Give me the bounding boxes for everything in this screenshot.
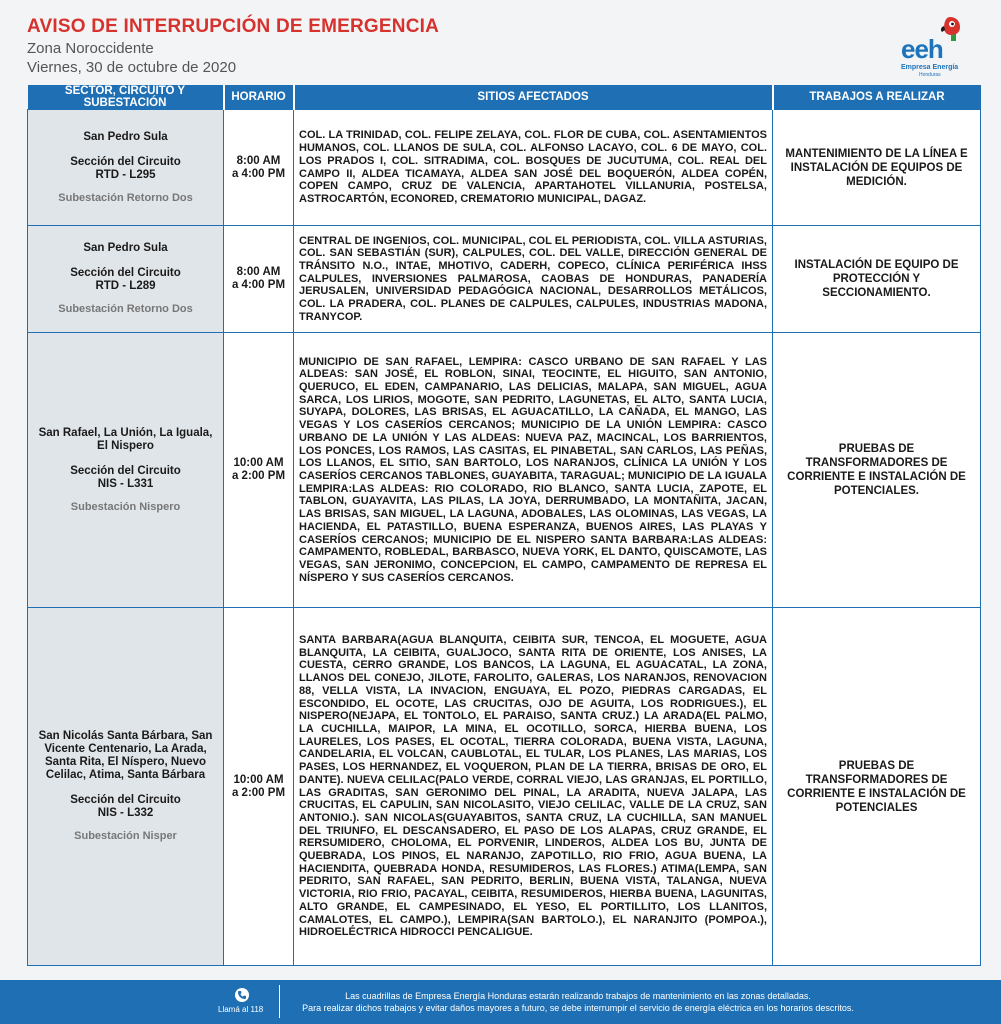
sites-cell: CENTRAL DE INGENIOS, COL. MUNICIPAL, COL EL PERIODISTA, COL. VILLA ASTURIAS, COL. SAN SEBASTIÁN (SUR), CALPULES, COL. DEL VALLE, DIRECCIÓN GENERAL DE TRÁNSITO N.O., INTAE, MHOTIVO, CADERH, COPECO, CLÍNICA PERIFÉRICA IHSS CALPULES, INVERSIONES PALMAROSA, CAOBAS DE HONDURAS, PANADERÍA JERUSALEN, UNIVERSIDAD PEDAGÓGICA NACIONAL, DESARROLLOS METÁLICOS, COL. LA PRADERA, COL. PLANES DE CALPULES, CALPULES, INDUSTRIAS MADONA, TRANYCOP. <box>294 226 773 333</box>
logo-company: Empresa Energía <box>901 64 959 71</box>
circuit-label: Sección del Circuito <box>70 267 181 279</box>
hours-start: 8:00 AM <box>236 266 281 278</box>
sites-cell: SANTA BARBARA(AGUA BLANQUITA, CEIBITA SUR, TENCOA, EL MOGUETE, AGUA BLANQUITA, LA CEIBITA, GUALJOCO, SANTA RITA DE ORIENTE, LOS ANISES, LA CUESTA, CERRO GRANDE, LOS BANCOS, LA LAGUNA, EL AGUACATAL, LA ZONA, LLANOS DEL CONEJO, JILOTE, FAROLITO, GALERAS, LOS NARANJOS, RENOVACION 88, VELLA VISTA, LA INVACION, ENGUAYA, EL POZO, PIEDRAS CARGADAS, EL ESCONDIDO, EL OCOTE, LAS CRUCITAS, OJO DE AGUITA, LOS RODRIGUES.), EL NISPERO(NEJAPA, EL TONTOLO, EL PARAISO, SANTA CRUZ.) LA ARADA(EL PALMO, LA CUCHILLA, MAIPOR, LA MINA, EL OCOTILLO, SORCA, HIERBA BUENA, LOS LAURELES, LOS PASES, EL OCOTAL, TIERRA COLORADA, BUENA VISTA, LAGUNA, CANDELARIA, EL VOLCAN, CAUBLOTAL, EL TULAR, LOS PLANES, LAS MARIAS, LOS PASES, LOS HERNANDEZ, EL VOQUERON, PLAN DE LA TIERRA, BRISAS DE ORO, EL DANTE). NUEVA CELILAC(PALO VERDE, CORRAL VIEJO, LAS GRANJAS, EL PORTILLO, LAS GRADITAS, SAN GERONIMO DEL PINAL, LA ARADITA, NUEVA JALAPA, LAS CRUCITAS, EL CAPULIN, SAN NICOLASITO, VIEJO CELILAC, VALLE DE LA CRUZ, SAN ANTONIO.). SAN NICOLAS(GUAYABITOS, SANTA CRUZ, LA CUCHILLA, SAN MANUEL DEL TRIUNFO, EL DESCANSADERO, EL PASO DE LOS ALAPAS, CRUZ GRANDE, EL RERSUMIDERO, CHOLOMA, EL PORVENIR, LINDEROS, ALDEA LOS BU, JUNTA DE QUEBRADA, LOS PINOS, EL NARANJO, ZAPOTILLO, RIO FRIO, AGUA BUENA, LA HACIENDITA, QUEBRADA HONDA, RESUMIDEROS, LAS FLORES.) ATIMA(LEMPA, SAN PEDRITO, SAN RAFAEL, SAN PEDRITO, BERLIN, BUENA VISTA, TALANGA, NUEVA VICTORIA, RIO FRIO, PACAYAL, CEIBITA, RESUMIDEROS, HIERBA BUENA, LAGUNITAS, ALTO GRANDE, EL CAMPESINADO, EL YESO, EL PORTILLITO, LOS LLANITOS, CAMALOTES, EL CAMPO.), LEMPIRA(SAN BARTOLO.), EL NARANJITO (POMPOA.), HIDROELÉCTRICA HIDROCCI PENCALIGUE. <box>294 608 773 966</box>
circuit-code: NIS - L332 <box>97 807 154 819</box>
work-cell: PRUEBAS DE TRANSFORMADORES DE CORRIENTE E INSTALACIÓN DE POTENCIALES. <box>773 333 981 608</box>
phone-icon <box>235 988 249 1002</box>
sector-cell <box>28 333 224 608</box>
eeh-logo <box>901 14 971 78</box>
circuit-code: NIS - L331 <box>97 477 154 490</box>
hours-end: a 4:00 PM <box>231 167 286 180</box>
outage-table <box>27 85 981 966</box>
substation-name: Subestación Retorno Dos <box>58 303 193 315</box>
header <box>0 0 1001 84</box>
work-cell: INSTALACIÓN DE EQUIPO DE PROTECCIÓN Y SECCIONAMIENTO. <box>773 226 981 333</box>
circuit-label: Sección del Circuito <box>70 155 181 168</box>
substation-name: Subestación Nispero <box>70 500 181 513</box>
footer-line-1: Las cuadrillas de Empresa Energía Honduras estarán realizando trabajos de mantenimiento en las zonas detalladas. <box>345 991 811 1001</box>
circuit-code: RTD - L289 <box>95 280 156 292</box>
hours-start: 10:00 AM <box>233 457 284 469</box>
footer-divider <box>279 985 280 1018</box>
phone-label: Llamá al 118 <box>218 1005 264 1014</box>
hours-end: a 4:00 PM <box>231 279 286 291</box>
sector-cell <box>28 608 224 966</box>
hours-start: 10:00 AM <box>233 773 284 786</box>
date-label: Viernes, 30 de octubre de 2020 <box>27 59 237 76</box>
work-cell: PRUEBAS DE TRANSFORMADORES DE CORRIENTE E INSTALACIÓN DE POTENCIALES <box>773 608 981 966</box>
work-cell: MANTENIMIENTO DE LA LÍNEA E INSTALACIÓN DE EQUIPOS DE MEDICIÓN. <box>773 110 981 226</box>
table-row <box>28 333 981 608</box>
sector-cell <box>28 110 224 226</box>
table-row <box>28 608 981 966</box>
circuit-label: Sección del Circuito <box>70 794 181 806</box>
zone-label: Zona Noroccidente <box>27 40 154 57</box>
header-sector: SECTOR, CIRCUITO Y SUBESTACIÓN <box>28 85 224 110</box>
footer-message <box>288 990 868 1014</box>
hours-cell <box>224 226 294 333</box>
header-hours: HORARIO <box>224 85 294 110</box>
table-header-row <box>28 85 981 110</box>
header-work: TRABAJOS A REALIZAR <box>773 85 981 110</box>
sector-name: San Pedro Sula <box>83 242 168 254</box>
footer-line-2: Para realizar dichos trabajos y evitar daños mayores a futuro, se debe interrumpir el servicio de energía eléctrica en los horarios descritos. <box>302 1003 854 1013</box>
hours-cell <box>224 110 294 226</box>
sites-cell: MUNICIPIO DE SAN RAFAEL, LEMPIRA: CASCO URBANO DE SAN RAFAEL Y LAS ALDEAS: SAN JOSÉ, EL ROBLON, SINAI, TEOCINTE, EL HIGUITO, SAN ANTONIO, QUERUCO, EL EDEN, CAMPANARIO, LAS DELICIAS, MALAPA, SAN MIGUEL, AGUA SARCA, LOS LIRIOS, MOGOTE, SAN PEDRITO, LAGUNETAS, EL ALTO, SANTA LUCIA, SUYAPA, DOLORES, LAS BRISAS, EL AGUACATILLO, LA CAÑADA, EL MANGO, LAS VEGAS Y LOS CASERÍOS CERCANOS; MUNICIPIO DE LA UNIÓN LEMPIRA: CASCO URBANO DE LA UNIÓN Y LAS ALDEAS: NUEVA PAZ, MACINCAL, LOS BARRIENTOS, LOS PONCES, LOS RAMOS, LAS CASITAS, EL PINABETAL, SAN CARLOS, LAS PEÑAS, LOS LLANOS, EL SITIO, SAN BARTOLO, LOS NARANJOS, CLÍNICA LA UNIÓN Y LOS CASERÍOS CERCANOS TABLONES, GUAYABITA, TARAGUAL; MUNICIPIO DE LA IGUALA LEMPIRA:LAS ALDEAS: RIO COLORADO, RIO BLANCO, SANTA LUCIA, ZAPOTE, EL TABLON, GUAYAVITA, LAS PILAS, LA JOYA, DERRUMBADO, LA MONTAÑITA, JACAN, LAS BRISAS, SAN MIGUEL, LA LAGUNA, ADOBALES, LAS OLOMINAS, LAS VEGAS, LA HACIENDA, EL PATASTILLO, BUENA ESPERANZA, BUENOS AIRES, LAS PLAYAS Y CASERÍOS CERCANOS; MUNICIPIO DE EL NISPERO SANTA BARBARA:LAS ALDEAS: CAMPAMENTO, ROBLEDAL, BARBASCO, NUEVA YORK, EL DANTO, QUISCAMOTE, LAS VEGAS, SAN JERONIMO, CONCEPCION, EL CAMPO, CAMPAMENTO DE REPRESA EL NÍSPERO Y SUS CASERÍOS CERCANOS. <box>294 333 773 608</box>
sector-name: San Pedro Sula <box>83 130 168 143</box>
circuit-label: Sección del Circuito <box>70 464 181 477</box>
table-row <box>28 110 981 226</box>
footer-banner <box>0 980 1001 1024</box>
notice-title: AVISO DE INTERRUPCIÓN DE EMERGENCIA <box>27 16 440 37</box>
table-row <box>28 226 981 333</box>
substation-name: Subestación Retorno Dos <box>58 191 193 204</box>
sector-name: San Rafael, La Unión, La Iguala, El Nispero <box>38 426 213 452</box>
hours-end: a 2:00 PM <box>231 470 286 482</box>
hours-start: 8:00 AM <box>236 154 281 167</box>
substation-name: Subestación Nisper <box>74 830 177 842</box>
sites-cell: COL. LA TRINIDAD, COL. FELIPE ZELAYA, COL. FLOR DE CUBA, COL. ASENTAMIENTOS HUMANOS, COL. LLANOS DE SULA, COL. ALFONSO LACAYO, COL. 6 DE MAYO, COL. LOS PRADOS I, COL. SITRADIMA, COL. BOSQUES DE JUCUTUMA, COL. REAL DEL CAMPO II, ALDEA TICAMAYA, ALDEA SAN JOSÉ DEL BOQUERÓN, ALDEA COPÉN, COPEN CAMPO, CRUZ DE VALENCIA, APARTAHOTEL VILLANURIA, POSTELSA, ASTROCARTÓN, ECONORED, CREMATORIO MUNICIPAL, DAGAZ. <box>294 110 773 226</box>
sector-name: San Nicolás Santa Bárbara, San Vicente Centenario, La Arada, Santa Rita, El Níspero, Nuevo Celilac, Atima, Santa Bárbara <box>38 730 213 781</box>
sector-cell <box>28 226 224 333</box>
header-sites: SITIOS AFECTADOS <box>294 85 773 110</box>
hours-end: a 2:00 PM <box>231 786 286 799</box>
hours-cell <box>224 608 294 966</box>
logo-country: Honduras <box>919 72 941 78</box>
logo-wordmark: eeh <box>901 34 943 64</box>
circuit-code: RTD - L295 <box>95 168 156 181</box>
hours-cell <box>224 333 294 608</box>
